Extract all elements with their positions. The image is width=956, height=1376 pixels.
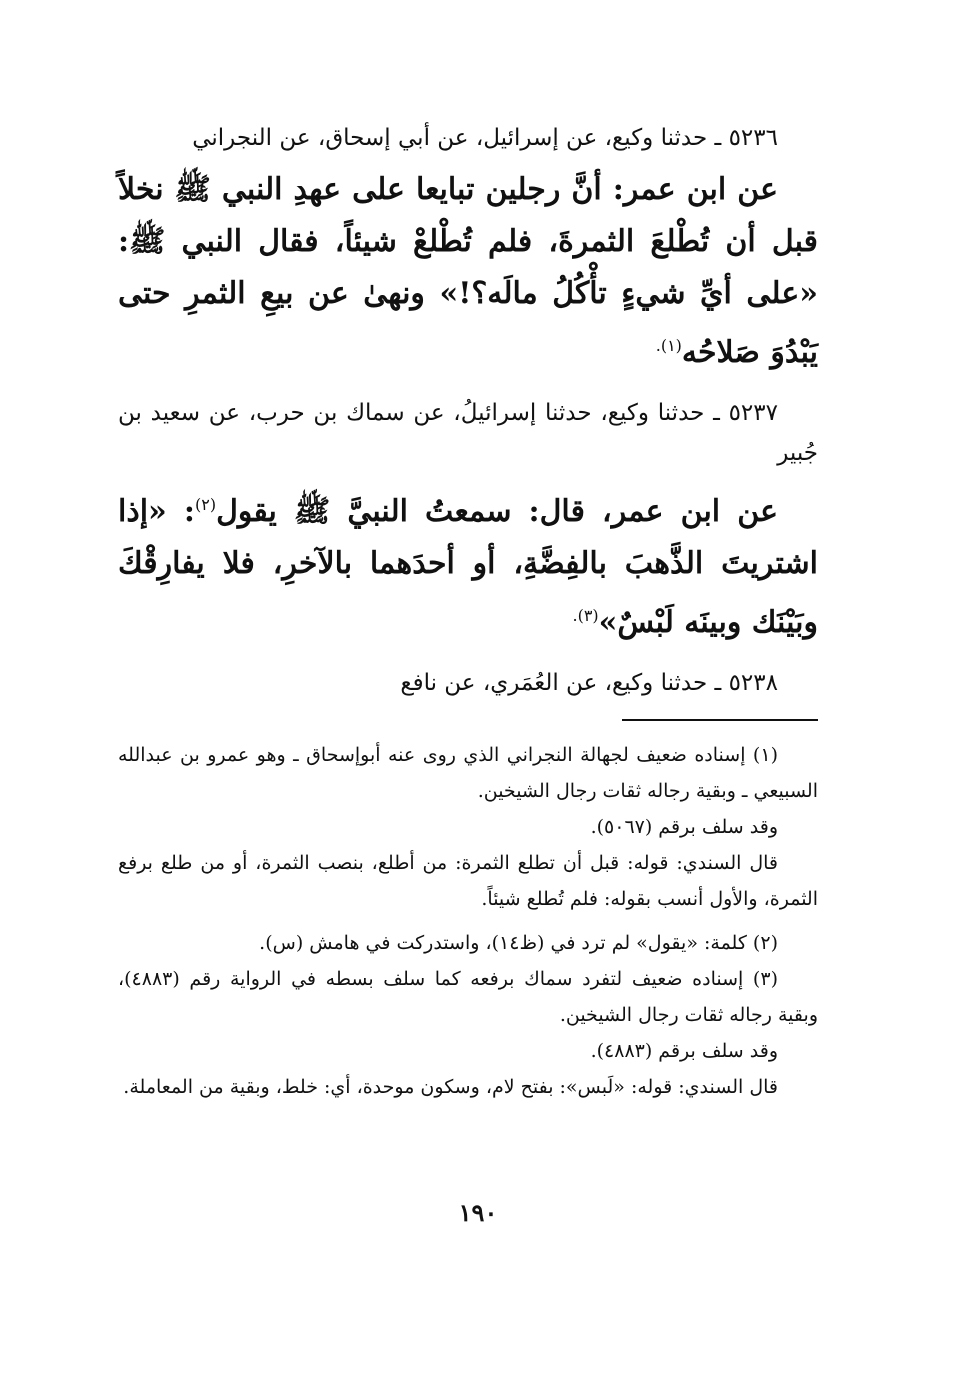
hadith-5236-matn: [118, 164, 818, 379]
footnote-1-ref: وقد سلف برقم (٥٠٦٧).: [590, 816, 778, 838]
footnote-1-sindi: قال السندي: قوله: قبل أن تطلع الثمرة: من أطلع، بنصب الثمرة، أو من طلع برفع الثمرة، والأول أنسب بقوله: فلم تُطلع شيئاً.: [118, 852, 818, 910]
footnote-2: (٢) كلمة: «يقول» لم ترد في (ظ١٤)، واستدركت في هامش (س).: [259, 932, 778, 954]
footnote-divider: [622, 719, 818, 721]
footnote-1: (١) إسناده ضعيف لجهالة النجراني الذي روى عنه أبوإسحاق ـ وهو عمرو بن عبدالله السبيعي ـ وبقية رجاله ثقات رجال الشيخين.: [118, 744, 818, 802]
hadith-5237-matn-text: عن ابن عمر، قال: سمعتُ النبيَّ ﷺ يقول: [216, 494, 778, 529]
page-body: [118, 118, 818, 1105]
footnote-ref-2: (٢): [194, 495, 217, 514]
footnotes: [118, 737, 818, 1105]
hadith-5237-isnad: ٥٢٣٧ ـ حدثنا وكيع، حدثنا إسرائيلُ، عن سماك بن حرب، عن سعيد بن جُبير: [118, 400, 818, 466]
hadith-5236-isnad: ٥٢٣٦ ـ حدثنا وكيع، عن إسرائيل، عن أبي إسحاق، عن النجراني: [192, 125, 778, 151]
footnote-3-ref: وقد سلف برقم (٤٨٨٣).: [590, 1040, 778, 1062]
hadith-5237-matn-rest: : «إذا اشتريتَ الذَّهبَ بالفِضَّةِ، أو أحدَهما بالآخرِ، فلا يفارِقْكَ وبَيْنَك وبينَه لَبْسٌ»: [118, 494, 818, 640]
footnote-ref-3: (٣).: [572, 606, 599, 625]
hadith-5237-matn: [118, 479, 818, 649]
footnote-3-sindi: قال السندي: قوله: «لَبس»: بفتح لام، وسكون موحدة، أي: خلط، وبقية من المعاملة.: [123, 1076, 778, 1098]
footnote-3: (٣) إسناده ضعيف لتفرد سماك برفعه كما سلف بسطه في الرواية رقم (٤٨٨٣)، وبقية رجاله ثقات رجال الشيخين.: [118, 968, 818, 1026]
hadith-5236-matn-text: عن ابن عمر: أنَّ رجلين تبايعا على عهدِ النبي ﷺ نخلاً قبل أن تُطْلعَ الثمرةَ، فلم تُطْلعْ شيئاً، فقال النبي ﷺ: «على أيِّ شيءٍ تأْكُلُ مالَه؟!» ونهىٰ عن بيعِ الثمرِ حتى يَبْدُوَ صَلاحُه: [118, 172, 818, 370]
page-number: ١٩٠: [458, 1198, 498, 1227]
hadith-5238-isnad: ٥٢٣٨ ـ حدثنا وكيع، عن العُمَري، عن نافع: [400, 670, 778, 696]
footnote-ref-1: (١).: [655, 336, 682, 355]
